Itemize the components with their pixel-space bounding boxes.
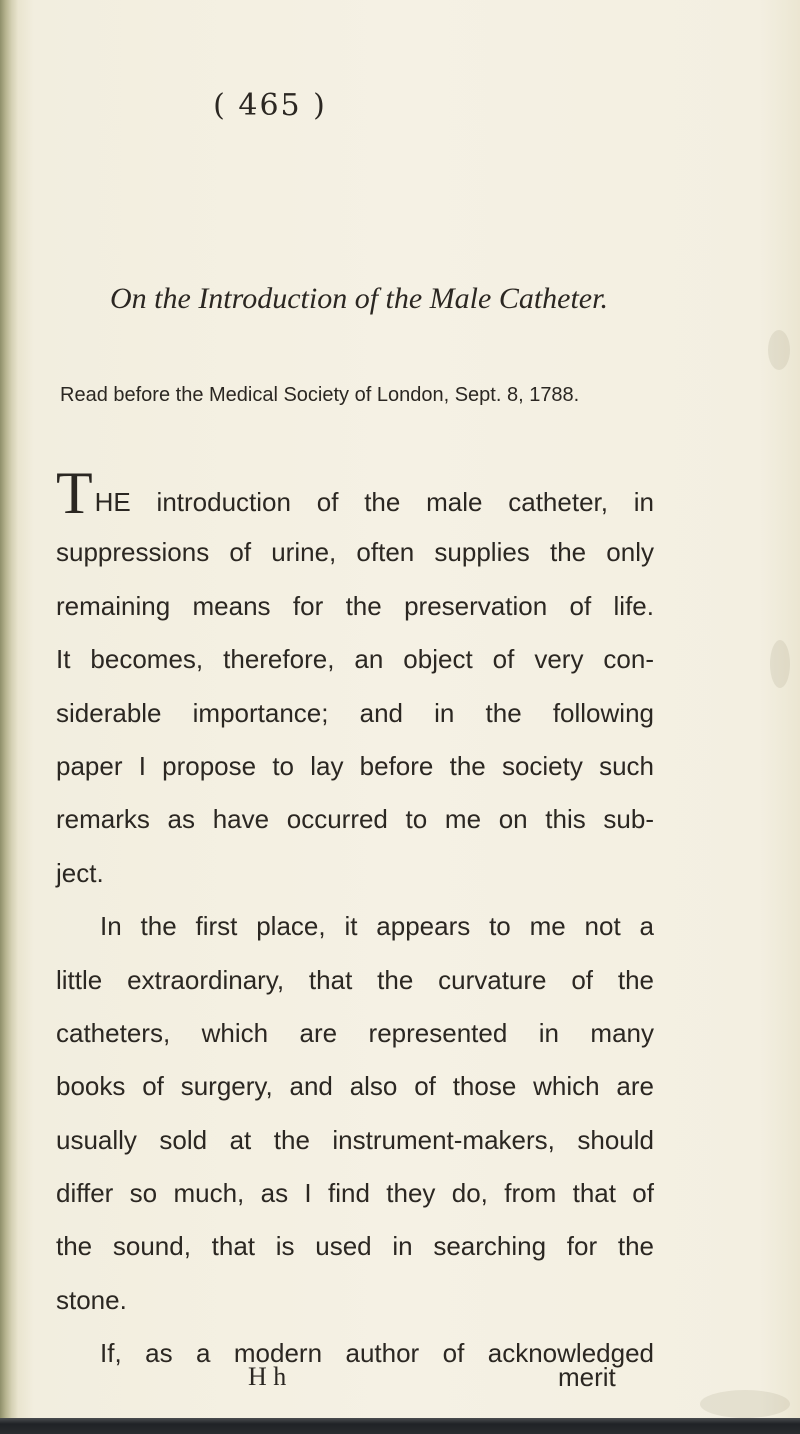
text-line bbox=[56, 460, 654, 526]
text-line: In the first place, it appears to me not a bbox=[100, 911, 654, 942]
catchword: merit bbox=[558, 1362, 616, 1392]
text-line: ject. bbox=[56, 857, 104, 888]
page-spine-shadow bbox=[0, 0, 18, 1434]
article-body bbox=[56, 460, 654, 1381]
scan-edge-bar bbox=[0, 1418, 800, 1434]
page-number: ( 465 ) bbox=[213, 88, 327, 123]
text-line: siderable importance; and in the following bbox=[56, 697, 654, 728]
paper-stain bbox=[700, 1390, 790, 1418]
text-line: It becomes, therefore, an object of very con- bbox=[56, 644, 654, 675]
text-line: catheters, which are represented in many bbox=[56, 1017, 654, 1048]
text-line: the sound, that is used in searching for the bbox=[56, 1231, 654, 1262]
text-line: stone. bbox=[56, 1284, 127, 1315]
drop-cap: T bbox=[56, 460, 93, 526]
text-line: differ so much, as I find they do, from that of bbox=[56, 1178, 654, 1209]
text-line: little extraordinary, that the curvature of the bbox=[56, 964, 654, 995]
text-line: usually sold at the instrument-makers, should bbox=[56, 1124, 654, 1155]
text-line: suppressions of urine, often supplies the only bbox=[56, 537, 654, 568]
text-line: remaining means for the preservation of life. bbox=[56, 590, 654, 621]
text-line-content: HE introduction of the male catheter, in bbox=[94, 487, 654, 517]
paper-stain bbox=[768, 330, 790, 370]
text-line: books of surgery, and also of those which are bbox=[56, 1071, 654, 1102]
signature-mark: H h bbox=[248, 1362, 287, 1391]
text-line: remarks as have occurred to me on this sub- bbox=[56, 804, 654, 835]
paper-stain bbox=[770, 640, 790, 688]
article-subtitle: Read before the Medical Society of London, Sept. 8, 1788. bbox=[60, 384, 580, 406]
article-title: On the Introduction of the Male Catheter. bbox=[110, 282, 608, 315]
text-line: If, as a modern author of acknowledged bbox=[100, 1338, 654, 1369]
text-line: paper I propose to lay before the society such bbox=[56, 750, 654, 781]
